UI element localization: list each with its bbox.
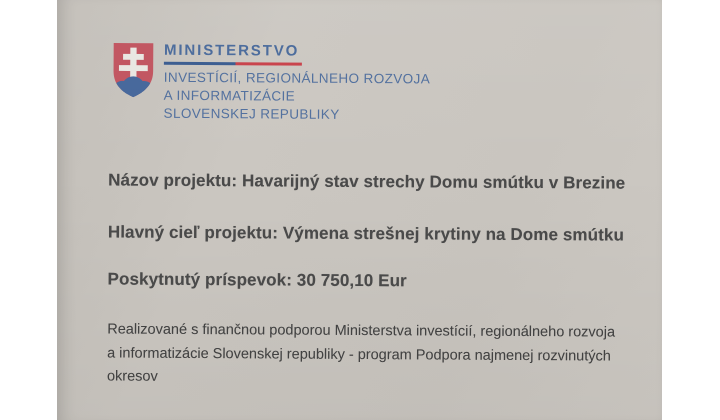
funding-note-line: a informatizácie Slovenskej republiky - program Podpora najmenej rozvinutých [107, 344, 611, 365]
ministry-title: MINISTERSTVO [163, 41, 300, 60]
ministry-name-line: SLOVENSKEJ REPUBLIKY [163, 105, 340, 122]
plaque-photo [57, 0, 662, 420]
project-name-line: Názov projektu: Havarijný stav strechy Domu smútku v Brezine [108, 170, 626, 193]
logo-divider [164, 62, 302, 65]
ministry-wordmark [164, 39, 431, 124]
funding-note-line: okresov [106, 368, 158, 385]
funding-note-line: Realizované s finančnou podporou Ministerstva investícií, regionálneho rozvoja [107, 321, 616, 341]
plaque-content [56, 0, 664, 420]
ministry-name-line: A INFORMATIZÁCIE [163, 87, 296, 104]
ministry-logo [111, 38, 431, 123]
grant-amount-line: Poskytnutý príspevok: 30 750,10 Eur [107, 269, 407, 291]
funding-note [107, 318, 655, 392]
ministry-name-line: INVESTÍCIÍ, REGIONÁLNEHO ROZVOJA [163, 69, 431, 86]
slovak-coat-of-arms-icon [111, 38, 156, 101]
project-goal-line: Hlavný cieľ projektu: Výmena strešnej krytiny na Dome smútku [107, 222, 625, 245]
